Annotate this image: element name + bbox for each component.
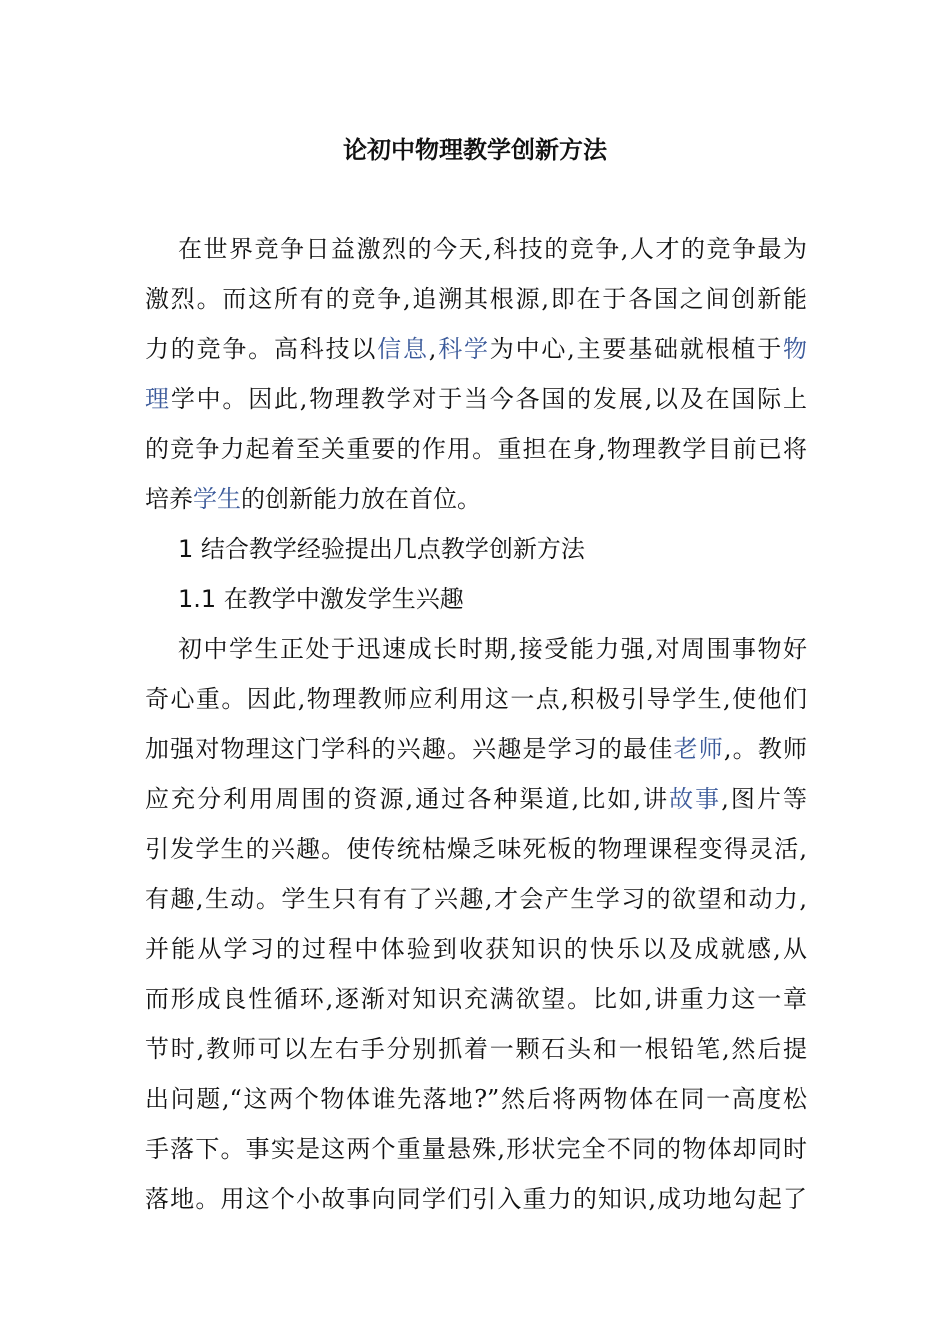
link-xinxi[interactable]: 信息 (377, 335, 429, 363)
paragraph-1-line-5: 的竞争力起着至关重要的作用。重担在身,物理教学目前已将 (145, 435, 807, 463)
text-segment: 力的竞争。高科技以 (145, 335, 378, 363)
paragraph-2-line-6: 有趣,生动。学生只有有了兴趣,才会产生学习的欲望和动力, (145, 885, 807, 913)
text-segment: , (428, 335, 437, 363)
paragraph-2-line-1: 初中学生正处于迅速成长时期,接受能力强,对周围事物好 (178, 635, 807, 663)
text-segment: 应充分利用周围的资源,通过各种渠道,比如,讲 (145, 785, 670, 813)
link-wuli-part1[interactable]: 物 (783, 335, 807, 363)
section-number: 1.1 (178, 585, 217, 613)
paragraph-2-line-11: 手落下。事实是这两个重量悬殊,形状完全不同的物体却同时 (145, 1135, 807, 1163)
paragraph-2-line-3 (145, 724, 807, 774)
paragraph-2-line-9: 节时,教师可以左右手分别抓着一颗石头和一根铅笔,然后提 (145, 1035, 807, 1063)
paragraph-1-line-3 (145, 324, 807, 374)
paragraph-2-line-12: 落地。用这个小故事向同学们引入重力的知识,成功地勾起了 (145, 1185, 807, 1213)
paragraph-2-line-10: 出问题,“这两个物体谁先落地?”然后将两物体在同一高度松 (145, 1085, 807, 1113)
paragraph-1-line-4 (145, 374, 807, 424)
paragraph-2-line-7: 并能从学习的过程中体验到收获知识的快乐以及成就感,从 (145, 935, 807, 963)
link-wuli-part2[interactable]: 理 (145, 385, 171, 413)
paragraph-1-line-1: 在世界竞争日益激烈的今天,科技的竞争,人才的竞争最为 (178, 235, 807, 263)
text-segment: ,图片等 (721, 785, 807, 813)
document-body (145, 224, 807, 1224)
paragraph-2-line-8: 而形成良性循环,逐渐对知识充满欲望。比如,讲重力这一章 (145, 985, 807, 1013)
section-heading-text: 在教学中激发学生兴趣 (223, 585, 464, 613)
paragraph-2-line-2: 奇心重。因此,物理教师应利用这一点,积极引导学生,使他们 (145, 685, 807, 713)
text-segment: 为中心,主要基础就根植于 (489, 335, 783, 363)
text-segment: 学中。因此,物理教学对于当今各国的发展,以及在国际上 (170, 385, 808, 413)
section-heading-1 (145, 524, 807, 574)
document-title: 论初中物理教学创新方法 (343, 135, 607, 164)
paragraph-1-line-2: 激烈。而这所有的竞争,追溯其根源,即在于各国之间创新能 (145, 285, 807, 313)
link-kexue[interactable]: 科学 (436, 335, 490, 363)
paragraph-2-line-4 (145, 774, 807, 824)
text-segment: 的创新能力放在首位。 (241, 485, 481, 513)
paragraph-1-line-6 (145, 474, 807, 524)
text-segment: 加强对物理这门学科的兴趣。兴趣是学习的最佳 (145, 735, 674, 763)
paragraph-2-line-5: 引发学生的兴趣。使传统枯燥乏味死板的物理课程变得灵活, (145, 835, 807, 863)
text-segment: ,。教师 (723, 735, 808, 763)
link-gushi[interactable]: 故事 (669, 785, 722, 813)
section-heading-1-1 (145, 574, 807, 624)
text-segment: 培养 (145, 485, 193, 513)
section-heading-text: 结合教学经验提出几点教学创新方法 (200, 535, 585, 563)
section-number: 1 (178, 535, 194, 563)
link-xuesheng[interactable]: 学生 (193, 485, 241, 513)
link-laoshi[interactable]: 老师 (673, 735, 724, 763)
